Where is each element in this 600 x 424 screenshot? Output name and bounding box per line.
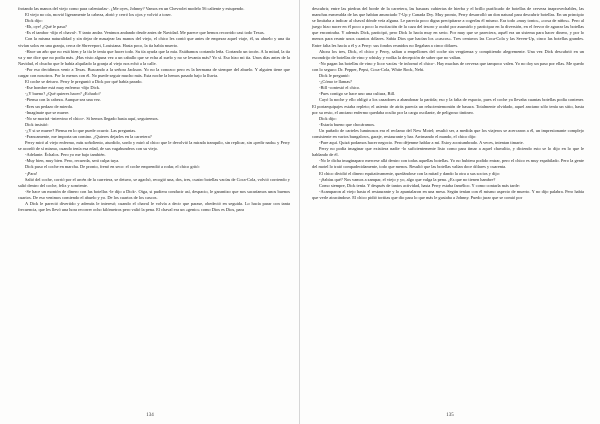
paragraph: Dick dijo: — [25, 18, 43, 24]
paragraph: -Se hace un montón de dinero con las botellas -le dijo a Dick-. Oiga, si pudiera conducir así, despacio, le garantizo que nos sacaríamos unos buenos cuartos. De eso venimos comiendo el abuelo y yo. De los cuartos de los cascos. — [18, 188, 290, 200]
paragraph: -Acamparon al viejo hasta el restaurante y lo apuntalaron en una mesa. Según tenían con él mismo aspecto de muerto. Y no dijo palabra. Pero había que verle atracándose. El chico pidió tortitas que dio para lo que más le gustaba a Johnny. Puedo jurar que se comió por — [312, 188, 584, 200]
paragraph: -No pagan las botellas de vino y licor vacías -le informó el chico-. Hay muchas de cerveza que tampoco valen. Yo no doy un paso por ellas. Me quedo con lo seguro: Dr. Pepper, Pepsi, Coca-Cola, White Rock, Nehi. — [312, 60, 584, 72]
paragraph: -Pues contigo se hace uno una cultura, Bill. — [319, 91, 396, 97]
paragraph: descubrir, entre las piedras del borde de la carretera, las basuras cubiertas de hierba y el brillo purificado de botellas de cerveza inaprovechables, las manchas esmeralda de las que habían anunciado 7-Up y Canada Dry. Muy pronto, Perry desarrolló un don natural para descubrir botellas. En un principio se limitaba a indicar al chaval dónde veía alguna. Le parecía poco digna precipitarse a cogerlas él mismo. Era todo «muy tonto», «cosa de niños». Pero al juego hizo nacer en él poco a poco la excitación de la caza del tesoro y acabó por asumirlo y participar en la diversión, en el fervor de agarrar las botellas que encontraba. Y además Dick, participó, pero Dick lo hacía muy en serio. Por muy que se pareciera, aquél era un sistema para hacer dinero, y por lo menos para reunir unos cuantos dólares. Sabía Dios que hacían los «cascos». Tres centavos las Coca-Cola y las Seven-Up, cinco las botellas grandes. Entre falta les hacía a él y a Perry: sus fondos reunidos no llegaban a cinco dólares. — [312, 6, 584, 48]
right-page-number: 135 — [446, 413, 454, 418]
paragraph: Dick dijo: — [319, 115, 337, 121]
paragraph: -Francamente, me importa un comino. ¿Quieres dejarles en la carretera? — [25, 133, 152, 139]
paragraph: El coche se detuvo. Perry le preguntó a Dick por qué había parado. — [25, 79, 143, 85]
paragraph: Dick insistió: — [25, 121, 49, 127]
paragraph: Dick puso el coche en marcha. De pronto, frenó en seco: el coche emprendió a rodar, el chico gritó: — [25, 164, 200, 170]
paragraph: -¡Para! — [25, 170, 38, 176]
paragraph: -¿Y si se muere? Piensa en lo que puede ocurrir. Las preguntas. — [25, 127, 137, 133]
paragraph: Perry no podía imaginar que existiera nadie -lo suficientemente listo como para timar a aquel chavalito, y diciendo esto se lo dijo en lo que le hablando de él. — [312, 146, 584, 158]
paragraph: Como siempre, Dick tenía. Y después de tantos actividad, hasta Perry estaba famélico. Y como contarla más tarde: — [319, 182, 520, 188]
paragraph: -Muy bien, muy bien. Pero, recuerda, será culpa tuya. — [25, 158, 120, 164]
left-page-number: 134 — [146, 413, 154, 418]
paragraph: -¡Sabías qué? Nos vamos a zampar, el viejo y yo, algo que valga la pena. ¿Es que no tienen hambre? — [319, 176, 496, 182]
paragraph: Perry miró al viejo enfermo, más soñoliento, aturdido, sordo y miró al chico que le devolvió la mirada tranquilo, sin replicar, sin «pedir nada» y Perry se acordó de sí mismo, cuando tenía esa edad, de sus vagabundeos con su viejo. — [18, 140, 290, 152]
paragraph: -Pare aquí. Quizá podamos hacer negocio. Pero déjenme hablar a mí. Estoy acostumbrado. A veces, intentan timarte. — [319, 140, 524, 146]
paragraph: Saltó del coche, corrió por el arcén de la carretera, se detuvo, se agachó, recogió una, dos, tres, cuatro botellas vacías de Coca-Cola, volvió corriendo y saltó dentro del coche, feliz y sonriente. — [18, 176, 290, 188]
paragraph: -Estaría bueno que chocáramos. — [319, 121, 376, 127]
paragraph: Cayó la noche y ello obligó a los cazadores a abandonar la partida; eso y la falta de espacio, pues el coche ya llevaba cuantas botellas podía contener. El portaequipajes estaba repleto; el asiento de atrás parecía un relucientemontón de basura. Totalmente olvidado, aquel anciano sólo tenía un sitio, hasta por su resto, el anciano enfermo quedaba oculto por la carga oscilante, de peligroso tintineo. — [312, 97, 584, 115]
paragraph: frotando las manos del viejo como para calentarlas-. ¿Me oyes, Johnny? Vamos en un Chevrolet modelo 56 caliente y estupendo. — [18, 6, 245, 11]
paragraph: -No le dicha imaginaparo mercese allá dentro con todas aquellas botellas. Yo no hubiera podido entrar, pero el chico es muy espabilado. Pero la gente del motel lo trató compadecidamente, todo que menos. Resultó que las botellas valían doce dólares y cuarenta. — [312, 158, 584, 170]
paragraph: -Adelante. Échalos. Pero yo me bajo también. — [25, 152, 106, 158]
paragraph: -¿Y bueno? ¿Qué quieres hacer? ¿Echarlo? — [25, 91, 101, 97]
paragraph: Dick le preguntó: — [319, 73, 350, 79]
paragraph: -Eh, oye! ¿Qué le pasa? — [25, 24, 67, 30]
paragraph: -Hace un año que no está bien y la tía le tenía que hacer todo. Su tía ayuda que la mía. Estábamos cortando leña. Cortando un tocón. A la mitad, la tía va y me dice que no podía más. ¡Has visto alguna vez a un caballo que se echa al suelo y no se levanta más? Yo sí. Eso hizo mi tía. Unos días antes de la Navidad, el chucho que le había alquilado la granja al viejo nos echó a la calle. — [18, 48, 290, 66]
left-page-text — [18, 6, 290, 213]
paragraph: -Bill -contestó el chico. — [319, 85, 361, 91]
paragraph: -No se morirá -intervino el chico-. Si hemos llegado hasta aquí, seguiremos. — [25, 115, 159, 121]
paragraph: El chico dividió el dinero equitativamente, quedándose con la mitad y dando la otra a sus socios y dijo: — [319, 170, 501, 176]
right-page-text — [312, 6, 584, 201]
paragraph: -¿Cómo te llamas? — [319, 79, 352, 85]
paragraph: A Dick le pareció divertido y además le interesó; cuando el chaval le volvía a decir que parase, obedeció en seguida. Lo hacía parar con tanta frecuencia, que les llevó una hora recorrer ocho kilómetros pero valió la pena. El chaval era un «genio» como Dios es Dios, para — [18, 201, 290, 213]
paragraph: -Ese hombre está muy enfermo -dijo Dick. — [25, 85, 100, 91]
paragraph: -Imagínate que se muere. — [25, 109, 70, 115]
paragraph: Con la misma naturalidad y sin dejar de masajear las manos del viejo, el chico les contó que antes de empezar aquel viaje, él, su abuelo y una tía vivían solos en una granja, cerca de Shreveport, Louisiana. Hasta poco, la tía había muerto. — [18, 36, 290, 48]
paragraph: -Piensa con la cabeza. Aunque sea una vez. — [25, 97, 101, 103]
paragraph: -Por eso decidimos venir a Texas. Buscando a la señora Jackson. Yo no la conozco pero es la hermana de siempre del abuelo. Y alguien tiene que cargar con nosotros. Por lo menos con él. No puede seguir mucho más. Esta noche la hemos pasado bajo la lluvia. — [18, 66, 290, 79]
right-page — [300, 0, 600, 424]
paragraph: -Eres un pedazo de mierda. — [25, 103, 73, 109]
paragraph: El viejo no oía, movió ligeramente la cabeza, abrió y cerró los ojos y volvió a toser. — [25, 12, 172, 18]
paragraph: Ahora los tres, Dick, el chico y Perry, saltan a empellones del coche sin vergüenza y compitiendo alegremente. Una vez Dick descubrió en un escondrijo de botellas de vino y whisky y vodka la decepción de saber que no valían. — [312, 48, 584, 60]
paragraph: Un puñado de carteles luminosos era el reclamo del New Motel; resultó ser, a medida que los viajeros se acercaron a él, un impresionante complejo consistente en varios bungalows, garaje, restaurante y bar. Arrimando el mando, el chico dijo: — [312, 127, 584, 139]
paragraph: -Es el tambor -dijo el chaval-. Y tanto andar. Venimos andando desde antes de Navidad. Me parece que hemos recorrido casi todo Texas. — [25, 30, 265, 36]
